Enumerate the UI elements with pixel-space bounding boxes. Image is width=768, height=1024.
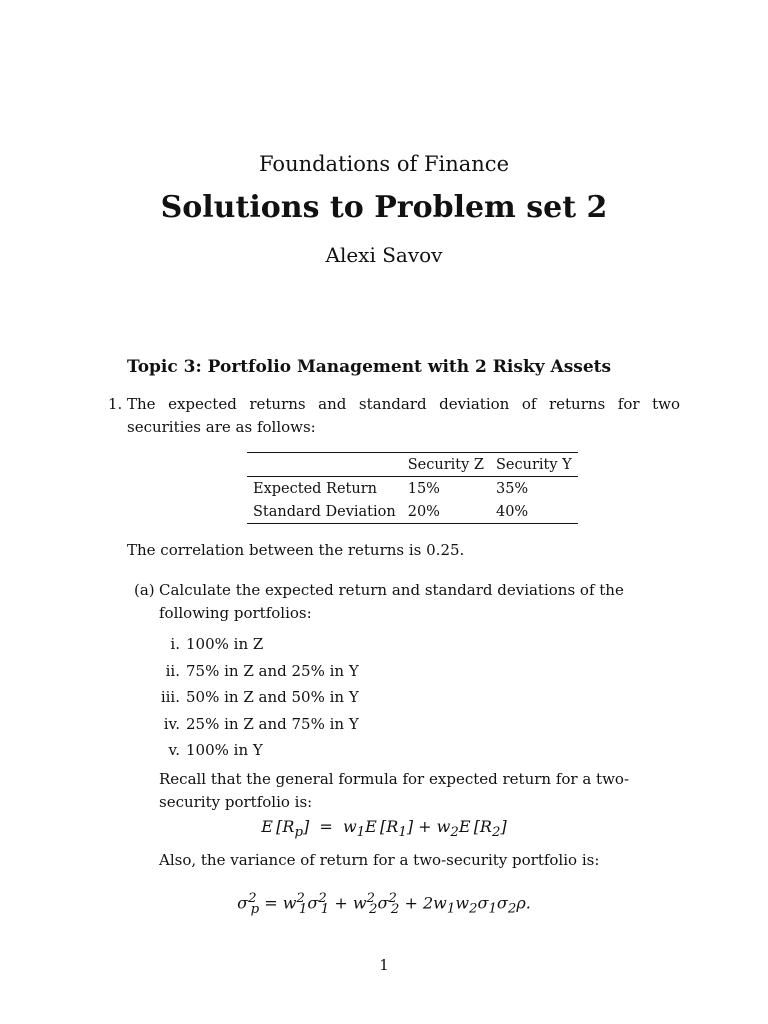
list-item-number: iii. xyxy=(160,688,180,706)
list-item-text: 75% in Z and 25% in Y xyxy=(186,662,359,680)
table-row xyxy=(247,500,578,524)
table-cell: Expected Return xyxy=(253,480,377,497)
course-name: Foundations of Finance xyxy=(259,152,509,176)
table-header-cell xyxy=(247,453,402,477)
list-item-text: 100% in Z xyxy=(186,635,264,653)
table-header-cell: Security Z xyxy=(402,453,490,477)
table-cell: 15% xyxy=(407,480,440,497)
question-number: 1. xyxy=(108,395,123,413)
correlation-text: The correlation between the returns is 0.25. xyxy=(127,541,465,559)
securities-table xyxy=(247,452,578,524)
variance-formula: $\sigma^2_p = w^2_1\sigma^2_1 + w^2_2\sigma^2_2 + 2w_1w_2\sigma_1\sigma_2\rho$. xyxy=(237,891,531,917)
table-cell: 40% xyxy=(490,500,578,524)
table-row xyxy=(247,477,578,501)
table-cell: 35% xyxy=(495,480,529,497)
part-label: (a) xyxy=(134,581,155,599)
page-number: 1 xyxy=(379,956,389,974)
table-cell: Standard Deviation xyxy=(247,500,402,524)
list-item-number: ii. xyxy=(165,662,180,680)
list-item-number: v. xyxy=(168,741,180,759)
table-header-cell: Security Y xyxy=(490,453,578,477)
question-text: The expected returns and standard deviation of returns for two securities are as follows: xyxy=(127,395,680,436)
part-text: Calculate the expected return and standard deviations of the following portfolios: xyxy=(159,581,624,622)
list-item-text: 25% in Z and 75% in Y xyxy=(186,715,359,733)
list-item-number: iv. xyxy=(163,715,180,733)
document-title: Solutions to Problem set 2 xyxy=(160,190,608,225)
recall-text: Recall that the general formula for expected return for a two-security portfolio is: xyxy=(159,770,630,811)
list-item-text: 50% in Z and 50% in Y xyxy=(186,688,359,706)
topic-heading: Topic 3: Portfolio Management with 2 Risky Assets xyxy=(127,357,612,377)
expected-return-formula: E $[R_p] = w_1E$ $[R_1] + w_2E$ $[R_2]$ xyxy=(261,817,507,841)
table-header-row xyxy=(247,453,578,477)
variance-intro-text: Also, the variance of return for a two-security portfolio is: xyxy=(159,851,600,869)
part-a xyxy=(134,579,680,625)
list-item-number: i. xyxy=(170,635,180,653)
question-1 xyxy=(108,393,680,439)
author-name: Alexi Savov xyxy=(325,243,443,267)
table-cell: 20% xyxy=(402,500,490,524)
list-item-text: 100% in Y xyxy=(186,741,263,759)
